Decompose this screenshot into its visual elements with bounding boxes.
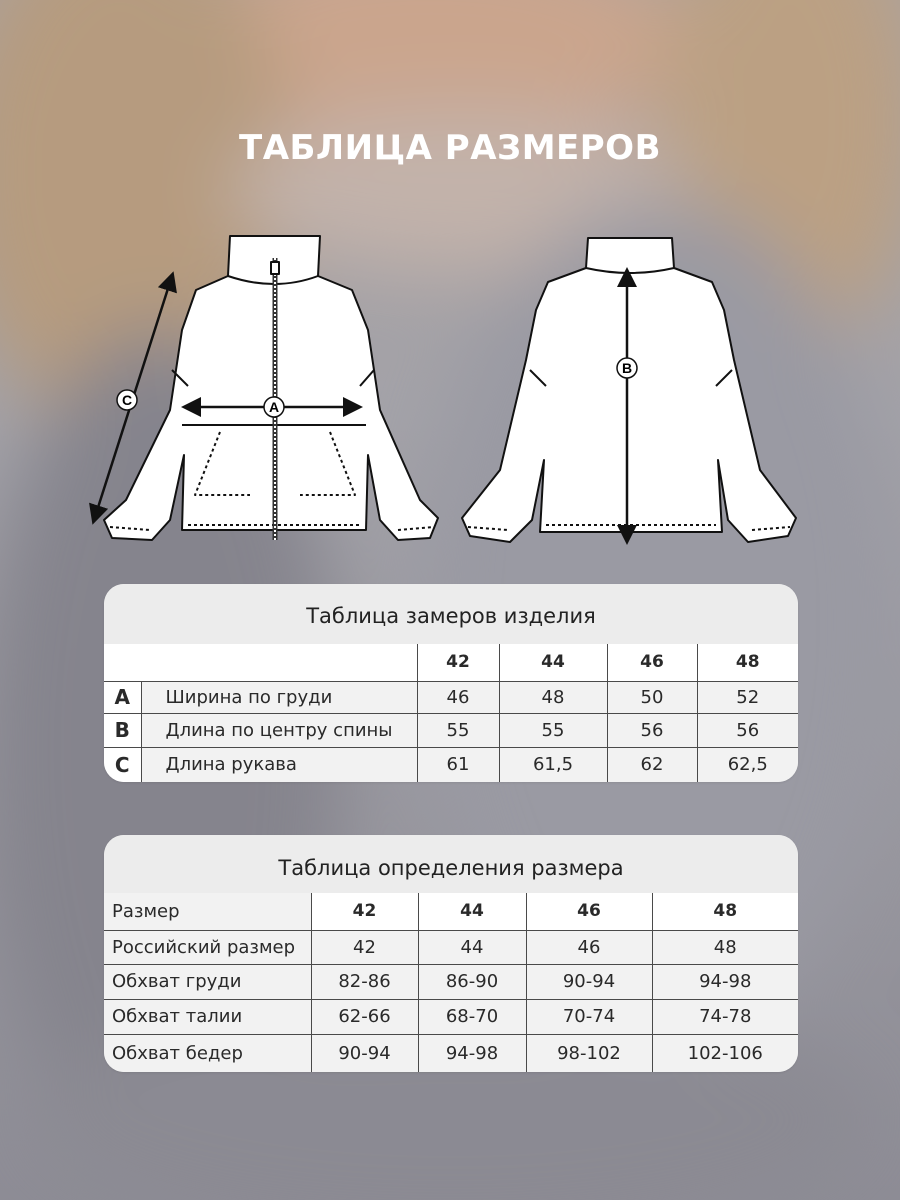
measure-label: Ширина по груди	[141, 681, 417, 713]
cell-value: 70-74	[526, 999, 652, 1034]
table-header-row	[104, 644, 798, 681]
row-label: Обхват бедер	[104, 1034, 311, 1072]
measure-value: 50	[607, 681, 697, 713]
jacket-back-sketch	[462, 238, 796, 542]
size-guide-table	[104, 893, 798, 1072]
row-label: Обхват груди	[104, 964, 311, 999]
measure-value: 62	[607, 747, 697, 782]
table-row	[104, 681, 798, 713]
measure-value: 56	[607, 713, 697, 747]
table-row	[104, 930, 798, 964]
cell-value: 94-98	[418, 1034, 526, 1072]
measure-value: 46	[417, 681, 499, 713]
measure-label-b: B	[621, 360, 633, 376]
table-row	[104, 1034, 798, 1072]
jacket-diagram	[0, 0, 900, 580]
size-header: 46	[607, 644, 697, 681]
row-label: Обхват талии	[104, 999, 311, 1034]
cell-value: 74-78	[652, 999, 798, 1034]
cell-value: 86-90	[418, 964, 526, 999]
measure-letter: C	[104, 747, 141, 782]
size-header: 42	[417, 644, 499, 681]
cell-value: 98-102	[526, 1034, 652, 1072]
size-header-label: Размер	[104, 893, 311, 930]
measure-value: 61,5	[499, 747, 607, 782]
measurements-table	[104, 644, 798, 782]
measure-value: 52	[697, 681, 798, 713]
measure-value: 55	[499, 713, 607, 747]
measure-value: 55	[417, 713, 499, 747]
table-row	[104, 747, 798, 782]
size-header: 42	[311, 893, 418, 930]
size-header: 46	[526, 893, 652, 930]
measure-value: 62,5	[697, 747, 798, 782]
header-empty-cell	[104, 644, 417, 681]
cell-value: 48	[652, 930, 798, 964]
jacket-front-sketch	[104, 236, 438, 540]
table-row	[104, 713, 798, 747]
table-row	[104, 999, 798, 1034]
cell-value: 68-70	[418, 999, 526, 1034]
size-guide-card	[104, 835, 798, 1072]
cell-value: 42	[311, 930, 418, 964]
measurements-card	[104, 584, 798, 782]
size-guide-heading: Таблица определения размера	[104, 835, 798, 893]
measurements-heading: Таблица замеров изделия	[104, 584, 798, 644]
row-label: Российский размер	[104, 930, 311, 964]
measure-value: 48	[499, 681, 607, 713]
cell-value: 102-106	[652, 1034, 798, 1072]
cell-value: 90-94	[311, 1034, 418, 1072]
table-row	[104, 964, 798, 999]
size-header: 48	[697, 644, 798, 681]
measure-label-c: C	[121, 392, 133, 408]
cell-value: 44	[418, 930, 526, 964]
table-header-row	[104, 893, 798, 930]
page-title: ТАБЛИЦА РАЗМЕРОВ	[239, 128, 661, 168]
cell-value: 90-94	[526, 964, 652, 999]
measure-value: 56	[697, 713, 798, 747]
size-header: 44	[499, 644, 607, 681]
measure-value: 61	[417, 747, 499, 782]
measure-label-a: A	[268, 399, 280, 415]
measure-label: Длина по центру спины	[141, 713, 417, 747]
cell-value: 46	[526, 930, 652, 964]
cell-value: 82-86	[311, 964, 418, 999]
measure-letter: B	[104, 713, 141, 747]
measure-label: Длина рукава	[141, 747, 417, 782]
cell-value: 62-66	[311, 999, 418, 1034]
measure-letter: A	[104, 681, 141, 713]
size-header: 44	[418, 893, 526, 930]
size-header: 48	[652, 893, 798, 930]
cell-value: 94-98	[652, 964, 798, 999]
